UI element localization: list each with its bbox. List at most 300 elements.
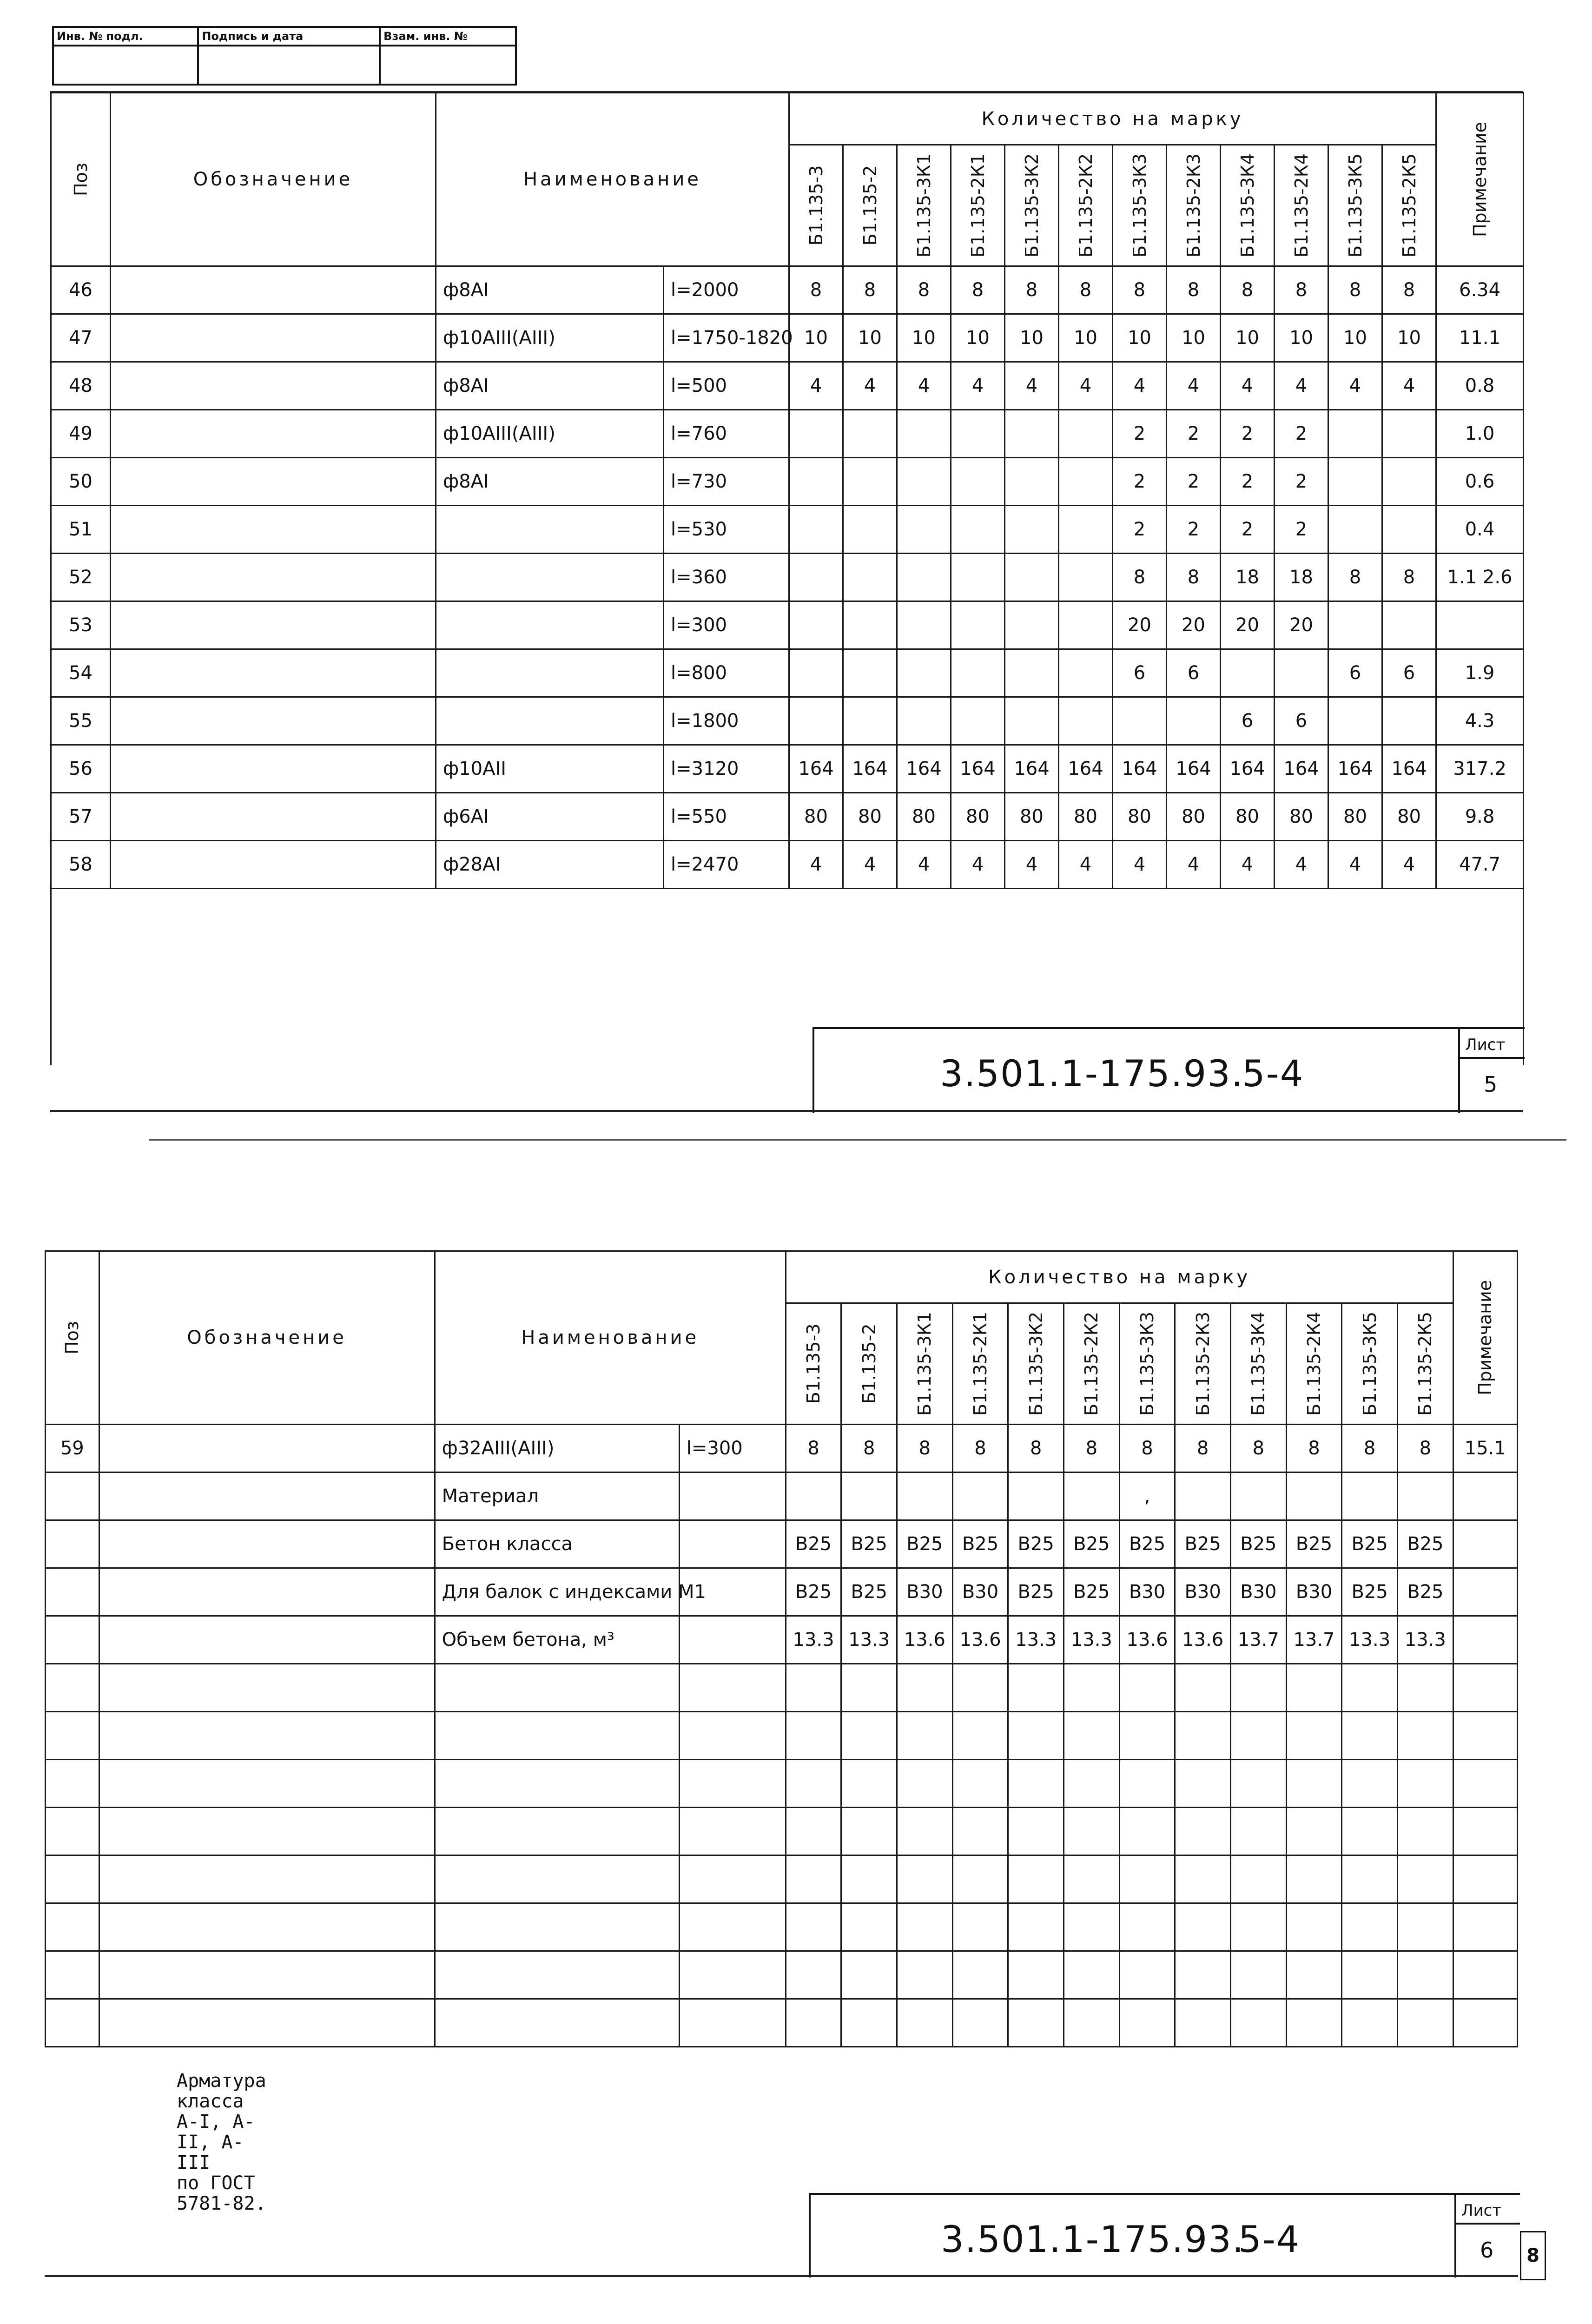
row-qty: 13.3: [786, 1616, 841, 1664]
table-row: [51, 554, 1524, 601]
row-length: l=730: [664, 458, 789, 506]
table-row: [51, 506, 1524, 554]
row-qty: 8: [1275, 266, 1328, 314]
mark-header-cell: [1342, 1303, 1398, 1425]
row-qty: [1005, 601, 1059, 649]
row-qty: B25: [1342, 1568, 1398, 1616]
row-qty: 18: [1221, 554, 1275, 601]
header-naimenovanie: Наименование: [435, 1251, 786, 1425]
row-note: 47.7: [1436, 841, 1524, 889]
row-qty: B25: [1119, 1520, 1175, 1568]
row-qty: 80: [951, 793, 1005, 841]
row-qty: 8: [843, 266, 897, 314]
row-qty: [1328, 458, 1382, 506]
row-qty: [841, 1472, 897, 1520]
doc-code: 3.501.1-175.93.: [941, 2219, 1245, 2261]
row-qty: 4: [843, 841, 897, 889]
row-qty: 6: [1221, 697, 1275, 745]
mark-header-cell: [1059, 145, 1113, 266]
header-kolichestvo: Количество на марку: [786, 1251, 1453, 1303]
row-length: [679, 1616, 786, 1664]
row-qty: 10: [1005, 314, 1059, 362]
row-qty: 164: [789, 745, 843, 793]
row-name: [436, 554, 664, 601]
mark-header: Б1.135-2К5: [1399, 153, 1420, 257]
row-qty: 80: [1167, 793, 1221, 841]
row-qty: B25: [1008, 1520, 1064, 1568]
row-qty: 13.6: [952, 1616, 1008, 1664]
row-qty: 4: [1328, 362, 1382, 410]
row-length: l=360: [664, 554, 789, 601]
sheet-number: 5: [1484, 1072, 1498, 1097]
mark-header-cell: [1275, 145, 1328, 266]
row-qty: 8: [841, 1425, 897, 1472]
mark-header-cell: [786, 1303, 841, 1425]
row-qty: 80: [1005, 793, 1059, 841]
row-qty: 8: [1328, 554, 1382, 601]
row-qty: 2: [1113, 410, 1167, 458]
row-qty: 164: [1167, 745, 1221, 793]
row-designation: [111, 697, 436, 745]
row-qty: 164: [1113, 745, 1167, 793]
row-qty: [1008, 1472, 1064, 1520]
row-length: l=2000: [664, 266, 789, 314]
mark-header-cell: [1286, 1303, 1342, 1425]
row-designation: [111, 314, 436, 362]
row-qty: 2: [1167, 410, 1221, 458]
row-designation: [111, 745, 436, 793]
row-qty: [1286, 1472, 1342, 1520]
note-line-1: Арматура класса А-I, А-II, А-III: [177, 2070, 266, 2173]
row-designation: [111, 266, 436, 314]
row-qty: B25: [841, 1520, 897, 1568]
empty-row: [46, 1855, 1518, 1903]
row-qty: 13.3: [1064, 1616, 1120, 1664]
stamp-inv-podl: Инв. № подл.: [53, 27, 198, 46]
title-block-sheet-2: [809, 2193, 1520, 2278]
row-qty: [1005, 697, 1059, 745]
header-pos: Поз: [62, 1320, 83, 1355]
row-qty: 4: [1167, 362, 1221, 410]
row-qty: [897, 554, 951, 601]
row-pos: 59: [46, 1425, 99, 1472]
row-qty: [789, 506, 843, 554]
row-note: [1453, 1520, 1517, 1568]
row-pos: [46, 1472, 99, 1520]
table-row: [51, 410, 1524, 458]
row-qty: [843, 410, 897, 458]
row-qty: 80: [1221, 793, 1275, 841]
row-qty: [1382, 410, 1436, 458]
row-designation: [99, 1616, 435, 1664]
row-name: [436, 601, 664, 649]
row-qty: 2: [1167, 506, 1221, 554]
row-length: l=3120: [664, 745, 789, 793]
row-pos: 55: [51, 697, 111, 745]
mark-header-cell: [1397, 1303, 1453, 1425]
row-designation: [111, 410, 436, 458]
row-qty: 10: [1275, 314, 1328, 362]
row-length: l=530: [664, 506, 789, 554]
table-row: [51, 841, 1524, 889]
row-name: [436, 697, 664, 745]
row-qty: [1005, 410, 1059, 458]
table-row: [51, 601, 1524, 649]
mark-header: Б1.135-2К2: [1081, 1312, 1102, 1416]
row-pos: 46: [51, 266, 111, 314]
row-qty: 13.3: [1397, 1616, 1453, 1664]
row-qty: B25: [841, 1568, 897, 1616]
mark-header-cell: [1005, 145, 1059, 266]
row-qty: 4: [1005, 841, 1059, 889]
mark-header: Б1.135-3К5: [1359, 1312, 1380, 1416]
row-qty: B25: [1230, 1520, 1286, 1568]
row-designation: [99, 1425, 435, 1472]
row-pos: [46, 1616, 99, 1664]
mark-header: Б1.135-2К3: [1183, 153, 1204, 257]
row-qty: B25: [1342, 1520, 1398, 1568]
doc-code: 3.501.1-175.93.: [940, 1053, 1244, 1095]
row-qty: 80: [1382, 793, 1436, 841]
row-qty: [1059, 601, 1113, 649]
row-name: ф10AII: [436, 745, 664, 793]
row-length: l=300: [679, 1425, 786, 1472]
row-qty: 164: [1059, 745, 1113, 793]
row-length: l=760: [664, 410, 789, 458]
row-name: ф8AI: [436, 266, 664, 314]
row-qty: [951, 554, 1005, 601]
mark-header: Б1.135-3: [803, 1323, 824, 1404]
row-qty: [1230, 1472, 1286, 1520]
row-qty: 20: [1275, 601, 1328, 649]
row-qty: [897, 410, 951, 458]
row-pos: 49: [51, 410, 111, 458]
row-designation: [111, 362, 436, 410]
sheet-number: 6: [1480, 2238, 1494, 2263]
row-name: Бетон класса: [435, 1520, 679, 1568]
row-qty: [1059, 649, 1113, 697]
row-length: l=550: [664, 793, 789, 841]
row-qty: 4: [897, 841, 951, 889]
row-qty: 20: [1221, 601, 1275, 649]
row-note: 1.0: [1436, 410, 1524, 458]
row-qty: 164: [1328, 745, 1382, 793]
row-qty: 8: [897, 1425, 953, 1472]
stamp-podpis-data: Подпись и дата: [198, 27, 380, 46]
row-qty: [951, 697, 1005, 745]
mark-header: Б1.135-3К1: [914, 1312, 935, 1416]
sheet-label: Лист: [1465, 1036, 1506, 1054]
table-row: [51, 458, 1524, 506]
row-qty: 6: [1382, 649, 1436, 697]
mark-header: Б1.135-2К4: [1291, 153, 1312, 257]
row-qty: 8: [1167, 266, 1221, 314]
row-qty: 8: [897, 266, 951, 314]
mark-header: Б1.135-3К4: [1237, 153, 1258, 257]
row-qty: 164: [1275, 745, 1328, 793]
row-qty: 10: [1059, 314, 1113, 362]
row-qty: 8: [1008, 1425, 1064, 1472]
row-pos: 47: [51, 314, 111, 362]
empty-row: [46, 1951, 1518, 1999]
empty-row: [46, 1712, 1518, 1760]
doc-part: 5-4: [1242, 1053, 1304, 1095]
row-qty: 80: [1328, 793, 1382, 841]
header-kolichestvo: Количество на марку: [789, 93, 1436, 145]
row-name: [436, 506, 664, 554]
row-qty: 13.3: [1342, 1616, 1398, 1664]
row-qty: 10: [1328, 314, 1382, 362]
reinforcement-note: [177, 2071, 266, 2214]
mark-header: Б1.135-2К4: [1303, 1312, 1324, 1416]
sheet-2-rows: [46, 1425, 1518, 2047]
row-qty: [897, 458, 951, 506]
row-qty: 2: [1275, 458, 1328, 506]
row-length: [679, 1472, 786, 1520]
row-qty: [843, 554, 897, 601]
row-qty: [1397, 1472, 1453, 1520]
row-qty: 164: [897, 745, 951, 793]
row-note: 0.4: [1436, 506, 1524, 554]
row-note: 0.8: [1436, 362, 1524, 410]
mark-header: Б1.135-2К5: [1415, 1312, 1436, 1416]
row-qty: 4: [1059, 841, 1113, 889]
mark-header: Б1.135-2К1: [967, 153, 988, 257]
row-qty: 8: [1286, 1425, 1342, 1472]
row-qty: [789, 458, 843, 506]
mark-header-cell: [1008, 1303, 1064, 1425]
mark-header: Б1.135-3К1: [913, 153, 934, 257]
row-qty: 2: [1275, 506, 1328, 554]
row-qty: 2: [1275, 410, 1328, 458]
table-row: [46, 1568, 1518, 1616]
row-qty: 8: [1113, 266, 1167, 314]
row-qty: 4: [1328, 841, 1382, 889]
header-primechanie: Примечание: [1469, 121, 1490, 238]
row-name: ф6AI: [436, 793, 664, 841]
row-pos: 50: [51, 458, 111, 506]
row-designation: [111, 458, 436, 506]
row-length: [679, 1520, 786, 1568]
row-qty: B30: [1230, 1568, 1286, 1616]
row-qty: [789, 601, 843, 649]
row-qty: B25: [786, 1520, 841, 1568]
row-qty: [952, 1472, 1008, 1520]
empty-row: [46, 1760, 1518, 1808]
mark-header: Б1.135-2К2: [1075, 153, 1096, 257]
row-pos: [46, 1520, 99, 1568]
row-qty: 4: [789, 841, 843, 889]
row-qty: B25: [786, 1568, 841, 1616]
row-qty: 164: [843, 745, 897, 793]
row-pos: 52: [51, 554, 111, 601]
row-qty: [843, 697, 897, 745]
row-name: Для балок с индексами М1: [435, 1568, 679, 1616]
row-qty: 80: [1059, 793, 1113, 841]
table-row: [51, 362, 1524, 410]
row-qty: [1059, 410, 1113, 458]
mark-header-cell: [1328, 145, 1382, 266]
row-qty: [843, 458, 897, 506]
mark-header-cell: [897, 1303, 953, 1425]
row-qty: 8: [1328, 266, 1382, 314]
mark-header-cell: [1167, 145, 1221, 266]
row-qty: B25: [952, 1520, 1008, 1568]
row-qty: B25: [1397, 1568, 1453, 1616]
row-qty: 80: [843, 793, 897, 841]
row-qty: 13.6: [1175, 1616, 1231, 1664]
header-oboznachenie: Обозначение: [99, 1251, 435, 1425]
row-designation: [111, 793, 436, 841]
row-qty: 4: [843, 362, 897, 410]
row-name: ф8AI: [436, 362, 664, 410]
row-qty: [897, 1472, 953, 1520]
row-qty: 8: [1382, 554, 1436, 601]
row-qty: 13.7: [1230, 1616, 1286, 1664]
row-note: 15.1: [1453, 1425, 1517, 1472]
row-qty: B30: [897, 1568, 953, 1616]
mark-header-cell: [841, 1303, 897, 1425]
row-qty: [1382, 458, 1436, 506]
mark-header-cell: [952, 1303, 1008, 1425]
row-length: l=500: [664, 362, 789, 410]
spec-table-sheet-2: [45, 1250, 1518, 2047]
row-designation: [111, 649, 436, 697]
row-pos: 48: [51, 362, 111, 410]
row-qty: [843, 649, 897, 697]
row-qty: 8: [1059, 266, 1113, 314]
row-designation: [99, 1568, 435, 1616]
row-note: 1.9: [1436, 649, 1524, 697]
row-qty: [1175, 1472, 1231, 1520]
table-row: [51, 314, 1524, 362]
row-qty: B25: [1008, 1568, 1064, 1616]
row-pos: 53: [51, 601, 111, 649]
row-qty: 20: [1113, 601, 1167, 649]
row-qty: 8: [786, 1425, 841, 1472]
row-designation: [99, 1520, 435, 1568]
row-pos: 54: [51, 649, 111, 697]
row-qty: [1382, 601, 1436, 649]
row-qty: [786, 1472, 841, 1520]
row-qty: [1275, 649, 1328, 697]
row-qty: 4: [1113, 841, 1167, 889]
row-name: ф10AIII(AIII): [436, 410, 664, 458]
row-qty: [951, 410, 1005, 458]
mark-header-cell: [1230, 1303, 1286, 1425]
mark-header: Б1.135-2К3: [1192, 1312, 1213, 1416]
row-qty: B30: [952, 1568, 1008, 1616]
row-qty: 18: [1275, 554, 1328, 601]
row-pos: 58: [51, 841, 111, 889]
row-qty: 4: [1275, 841, 1328, 889]
row-qty: 4: [1167, 841, 1221, 889]
row-length: l=1800: [664, 697, 789, 745]
row-qty: B25: [1175, 1520, 1231, 1568]
row-qty: ,: [1119, 1472, 1175, 1520]
row-note: 9.8: [1436, 793, 1524, 841]
row-qty: [843, 601, 897, 649]
row-qty: [789, 554, 843, 601]
row-qty: [1059, 697, 1113, 745]
approval-stamp: [52, 26, 517, 86]
empty-row: [46, 1903, 1518, 1951]
table-row: [51, 697, 1524, 745]
mark-header: Б1.135-3К4: [1248, 1312, 1269, 1416]
mark-header-cell: [1113, 145, 1167, 266]
row-qty: 10: [951, 314, 1005, 362]
row-qty: [789, 410, 843, 458]
row-qty: 6: [1328, 649, 1382, 697]
row-qty: B25: [1064, 1520, 1120, 1568]
row-qty: 164: [1221, 745, 1275, 793]
note-line-2: по ГОСТ 5781-82.: [177, 2172, 266, 2214]
row-qty: 13.3: [841, 1616, 897, 1664]
row-qty: 4: [897, 362, 951, 410]
row-name: ф28AI: [436, 841, 664, 889]
table-row: [51, 793, 1524, 841]
header-oboznachenie: Обозначение: [111, 93, 436, 266]
table-row: [46, 1425, 1518, 1472]
row-qty: 8: [1230, 1425, 1286, 1472]
row-pos: [46, 1568, 99, 1616]
sheet-1-rows: [51, 266, 1524, 889]
mark-header-cell: [789, 145, 843, 266]
row-qty: [1167, 697, 1221, 745]
mark-header: Б1.135-3К3: [1137, 1312, 1157, 1416]
table-row: [46, 1520, 1518, 1568]
row-qty: 8: [951, 266, 1005, 314]
row-name: Материал: [435, 1472, 679, 1520]
row-qty: 164: [951, 745, 1005, 793]
row-qty: 6: [1113, 649, 1167, 697]
side-page-number: 8: [1520, 2231, 1546, 2280]
row-qty: 80: [897, 793, 951, 841]
row-name: [436, 649, 664, 697]
row-qty: 10: [843, 314, 897, 362]
row-pos: 56: [51, 745, 111, 793]
row-qty: 10: [897, 314, 951, 362]
row-qty: 4: [1382, 362, 1436, 410]
row-qty: 13.3: [1008, 1616, 1064, 1664]
row-qty: 8: [1113, 554, 1167, 601]
row-qty: 13.6: [897, 1616, 953, 1664]
row-name: ф10AIII(AIII): [436, 314, 664, 362]
row-qty: 4: [951, 841, 1005, 889]
stamp-vzam-inv: Взам. инв. №: [380, 27, 516, 46]
empty-row: [46, 1999, 1518, 2047]
row-qty: 4: [1005, 362, 1059, 410]
row-qty: 10: [1113, 314, 1167, 362]
doc-part: 5-4: [1238, 2219, 1301, 2261]
row-qty: 80: [1113, 793, 1167, 841]
row-qty: 2: [1221, 506, 1275, 554]
row-qty: 2: [1221, 458, 1275, 506]
row-note: 0.6: [1436, 458, 1524, 506]
header-naimenovanie: Наименование: [436, 93, 789, 266]
row-qty: [1328, 410, 1382, 458]
row-pos: 51: [51, 506, 111, 554]
row-qty: [897, 506, 951, 554]
header-pos: Поз: [70, 162, 91, 197]
row-qty: [843, 506, 897, 554]
row-qty: [1328, 697, 1382, 745]
row-qty: B25: [1286, 1520, 1342, 1568]
row-qty: 2: [1167, 458, 1221, 506]
table-row: [46, 1616, 1518, 1664]
row-qty: [1005, 649, 1059, 697]
mark-header-cell: [897, 145, 951, 266]
